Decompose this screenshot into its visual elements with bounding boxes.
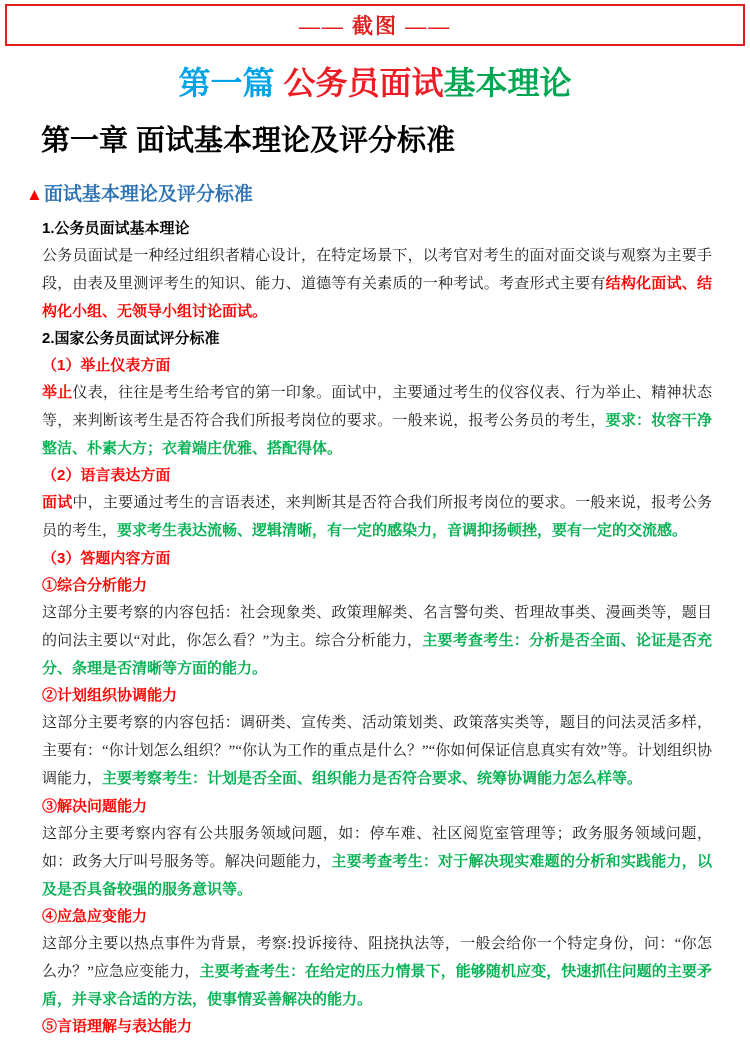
text-run: ②计划组织协调能力 (42, 687, 178, 704)
paragraph (42, 242, 712, 325)
paragraph (42, 599, 712, 682)
section-heading (26, 183, 710, 207)
text-run: （2）语言表达方面 (42, 467, 171, 484)
triangle-marker-icon: ▲ (26, 185, 43, 204)
text-heading (42, 325, 712, 352)
text-run: 2.国家公务员面试评分标准 (42, 330, 220, 347)
text-run: ④应急应变能力 (42, 908, 148, 925)
paragraph (42, 489, 712, 545)
text-run: 这部分主要以热点事件为背景，考察:投诉接待、阻挠执法等，一般会给你一个特定身份，问：“你怎么办？”应急应变能力， (42, 936, 712, 980)
text-run: 主要考察考生：计划是否全面、组织能力是否符合要求、统筹协调能力怎么样等。 (102, 770, 643, 787)
doc-title (0, 65, 750, 101)
sub-heading (42, 462, 712, 489)
sub-heading (42, 352, 712, 379)
paragraph (42, 709, 712, 793)
doc-title-part-topic: 基本理论 (443, 65, 572, 101)
screenshot-banner-label: —— 截图 —— (298, 14, 452, 38)
doc-title-part-number: 第一篇 (178, 65, 284, 101)
text-heading (42, 215, 712, 242)
text-run: ①综合分析能力 (42, 577, 148, 594)
text-run: 结构化面试、结构化小组、无领导小组讨论面试。 (42, 275, 712, 320)
text-run: ⑤言语理解与表达能力 (42, 1018, 193, 1035)
screenshot-banner-box (5, 4, 745, 46)
text-run: （1）举止仪表方面 (42, 357, 171, 374)
paragraph (42, 930, 712, 1013)
text-run: （3）答题内容方面 (42, 550, 171, 567)
section-title: 面试基本理论及评分标准 (43, 184, 253, 205)
text-run: 这部分主要考察的内容包括：调研类、宣传类、活动策划类、政策落实类等，题目的问法灵活多样，主要有：“你计划怎么组织？”“你认为工作的重点是什么？”“你如何保证信息真实有效”等。计划组织协调能力， (42, 715, 712, 787)
text-run: 这部分主要考察内容有公共服务领域问题，如：停车难、社区阅览室管理等；政务服务领域问题，如：政务大厅叫号服务等。解决问题能力， (42, 826, 712, 870)
paragraph (42, 820, 712, 903)
sub-heading (42, 682, 712, 709)
sub-heading (42, 903, 712, 930)
text-run: 要求：妆容干净整洁、朴素大方；衣着端庄优雅、搭配得体。 (42, 412, 712, 457)
text-run: 仪表，往往是考生给考官的第一印象。面试中，主要通过考生的仪容仪表、行为举止、精神状态等，来判断该考生是否符合我们所报考岗位的要求。一般来说，报考公务员的考生， (42, 385, 712, 429)
text-run: ③解决问题能力 (42, 798, 148, 815)
text-run: 面试 (42, 494, 73, 511)
sub-heading (42, 793, 712, 820)
content-body (42, 215, 712, 1040)
text-run: 公务员面试是一种经过组织者精心设计，在特定场景下，以考官对考生的面对面交谈与观察为主要手段，由表及里测评考生的知识、能力、道德等有关素质的一种考试。考查形式主要有 (42, 248, 712, 292)
doc-title-part-subject: 公务员面试 (283, 65, 444, 101)
text-run: 举止 (42, 384, 73, 401)
chapter-title: 第一章 面试基本理论及评分标准 (41, 125, 456, 157)
sub-heading (42, 545, 712, 572)
text-run: 主要考查考生：对于解决现实难题的分析和实践能力，以及是否具备较强的服务意识等。 (42, 853, 712, 898)
text-run: 中，主要通过考生的言语表述，来判断其是否符合我们所报考岗位的要求。一般来说，报考公务员的考生， (42, 495, 712, 539)
text-run: 主要考查考生：在给定的压力情景下，能够随机应变，快速抓住问题的主要矛盾，并寻求合适的方法，使事情妥善解决的能力。 (42, 963, 712, 1008)
text-run: 要求考生表达流畅、逻辑清晰，有一定的感染力，音调抑扬顿挫，要有一定的交流感。 (117, 522, 688, 539)
text-run: 主要考查考生：分析是否全面、论证是否充分、条理是否清晰等方面的能力。 (42, 632, 712, 677)
text-run: 1.公务员面试基本理论 (42, 220, 190, 237)
text-run: 这部分主要考察的内容包括：社会现象类、政策理解类、名言警句类、哲理故事类、漫画类等，题目的问法主要以“对此，你怎么看？”为主。综合分析能力， (42, 605, 712, 649)
sub-heading (42, 572, 712, 599)
paragraph (42, 379, 712, 462)
document-page (0, 4, 750, 1035)
